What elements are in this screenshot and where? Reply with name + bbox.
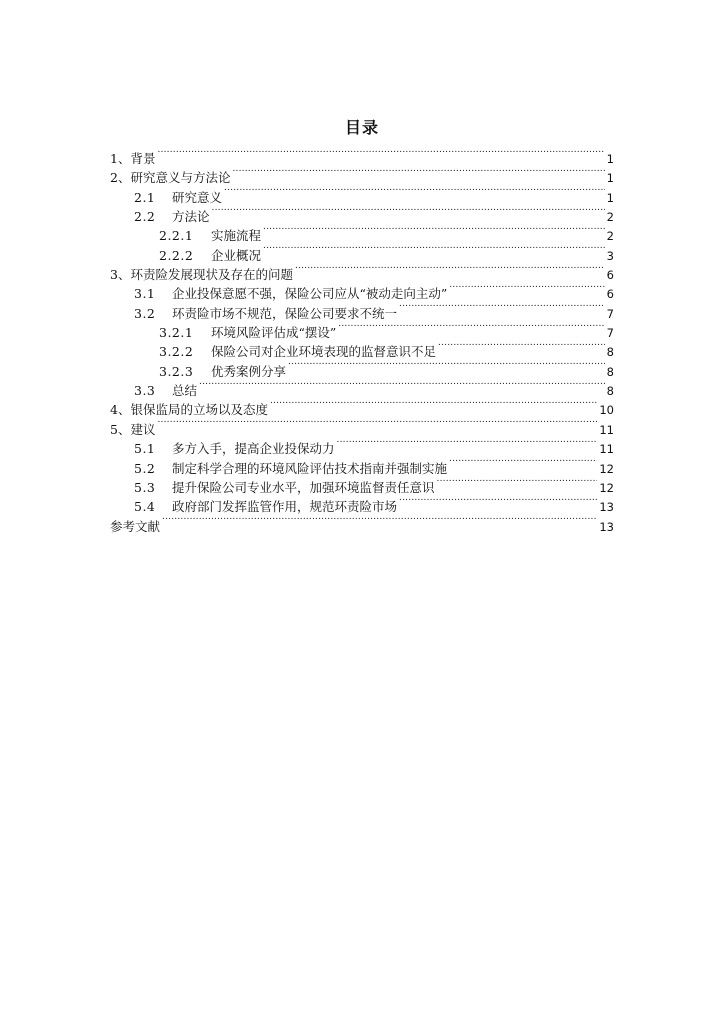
dot-leader <box>270 395 597 414</box>
dot-leader <box>295 260 605 279</box>
dot-leader <box>263 241 605 260</box>
toc-entry-label: 5、建议 <box>110 421 156 437</box>
toc-entry-page-number: 3 <box>606 248 614 263</box>
toc-entry-number: 2.2.2 <box>159 247 194 263</box>
toc-entry-page-number: 7 <box>606 306 614 321</box>
dot-leader <box>224 183 605 202</box>
toc-entry-label: 环责险市场不规范，保险公司要求不统一 <box>172 305 398 321</box>
dot-leader <box>337 434 598 453</box>
toc-entry-label: 1、背景 <box>110 151 156 166</box>
toc-entry-label: 优秀案例分享 <box>211 363 287 379</box>
dot-leader <box>438 337 605 356</box>
toc-entry[interactable] <box>110 415 614 437</box>
toc-title: 目录 <box>344 118 379 137</box>
toc-entry-page-number: 2 <box>606 229 614 244</box>
toc-entry-page-number: 2 <box>606 210 614 225</box>
toc-entry-number: 3.2.2 <box>159 344 194 360</box>
toc-entry-page-number: 8 <box>606 364 614 379</box>
dot-leader <box>338 318 604 337</box>
toc-entry-number: 3.3 <box>134 383 156 399</box>
dot-leader <box>399 492 597 511</box>
dot-leader <box>199 376 605 395</box>
toc-entry-page-number: 1 <box>606 152 614 166</box>
dot-leader <box>232 163 604 182</box>
dot-leader <box>449 454 597 473</box>
toc-entry-page-number: 1 <box>606 190 614 205</box>
toc-entry-page-number: 8 <box>606 384 614 399</box>
toc-entry-page-number: 6 <box>606 287 614 302</box>
toc-entry-number: 5.2 <box>134 460 156 476</box>
toc-entry-number: 3.1 <box>134 286 156 302</box>
toc-entry-label: 企业投保意愿不强，保险公司应从“被动走向主动” <box>172 286 448 302</box>
toc-entry-label: 政府部门发挥监管作用，规范环责险市场 <box>172 499 398 515</box>
toc-entry-number: 3.2 <box>134 305 156 321</box>
toc-entry-number: 3.2.1 <box>159 325 194 341</box>
toc-entry-number: 2.2.1 <box>159 228 194 244</box>
toc-entry-label: 3、环责险发展现状及存在的问题 <box>110 267 293 283</box>
toc-entry-page-number: 6 <box>606 268 614 283</box>
toc-entry-page-number: 11 <box>599 422 614 437</box>
toc-entry-label: 提升保险公司专业水平，加强环境监督责任意识 <box>172 479 435 495</box>
dot-leader <box>162 512 597 531</box>
dot-leader <box>157 144 604 163</box>
toc-entry-page-number: 13 <box>599 500 614 515</box>
toc-entry-label: 研究意义 <box>172 189 223 205</box>
toc-entry-page-number: 8 <box>606 345 614 360</box>
toc-entry-label: 方法论 <box>172 209 210 225</box>
toc-entry-label: 实施流程 <box>211 228 262 244</box>
dot-leader <box>212 202 605 221</box>
toc-entry[interactable] <box>110 163 614 186</box>
toc-entry[interactable] <box>110 512 614 534</box>
toc-entry-number: 2.1 <box>134 189 156 205</box>
dot-leader <box>157 415 597 434</box>
toc-entry-label: 总结 <box>172 383 198 399</box>
toc-entry-label: 环境风险评估成“摆设” <box>211 325 337 341</box>
dot-leader <box>437 473 598 492</box>
toc-entry-label: 保险公司对企业环境表现的监督意识不足 <box>211 344 437 360</box>
toc-entry-page-number: 11 <box>599 442 614 457</box>
toc-entry-label: 参考文献 <box>110 518 161 534</box>
toc-entry[interactable] <box>110 434 614 457</box>
dot-leader <box>399 299 605 318</box>
dot-leader <box>288 357 605 376</box>
toc-entry-page-number: 12 <box>599 461 614 476</box>
toc-entry-page-number: 7 <box>606 326 614 341</box>
toc-entry-label: 多方入手，提高企业投保动力 <box>172 441 335 457</box>
toc-entry-number: 2.2 <box>134 209 156 225</box>
dot-leader <box>449 279 604 298</box>
toc-entry-label: 制定科学合理的环境风险评估技术指南并强制实施 <box>172 460 448 476</box>
toc-entry-number: 3.2.3 <box>159 363 194 379</box>
toc-entry-page-number: 1 <box>606 171 614 186</box>
dot-leader <box>263 221 605 240</box>
toc-entry-label: 2、研究意义与方法论 <box>110 170 231 186</box>
toc-entry-number: 5.3 <box>134 479 156 495</box>
table-of-contents <box>110 144 614 534</box>
toc-entry[interactable] <box>110 144 614 166</box>
toc-entry-number: 5.1 <box>134 441 156 457</box>
toc-entry-label: 企业概况 <box>211 247 262 263</box>
toc-entry-page-number: 12 <box>599 480 614 495</box>
toc-entry-number: 5.4 <box>134 499 156 515</box>
toc-entry-label: 4、银保监局的立场以及态度 <box>110 402 268 418</box>
toc-entry-page-number: 10 <box>599 403 614 418</box>
toc-entry-page-number: 13 <box>599 519 614 534</box>
